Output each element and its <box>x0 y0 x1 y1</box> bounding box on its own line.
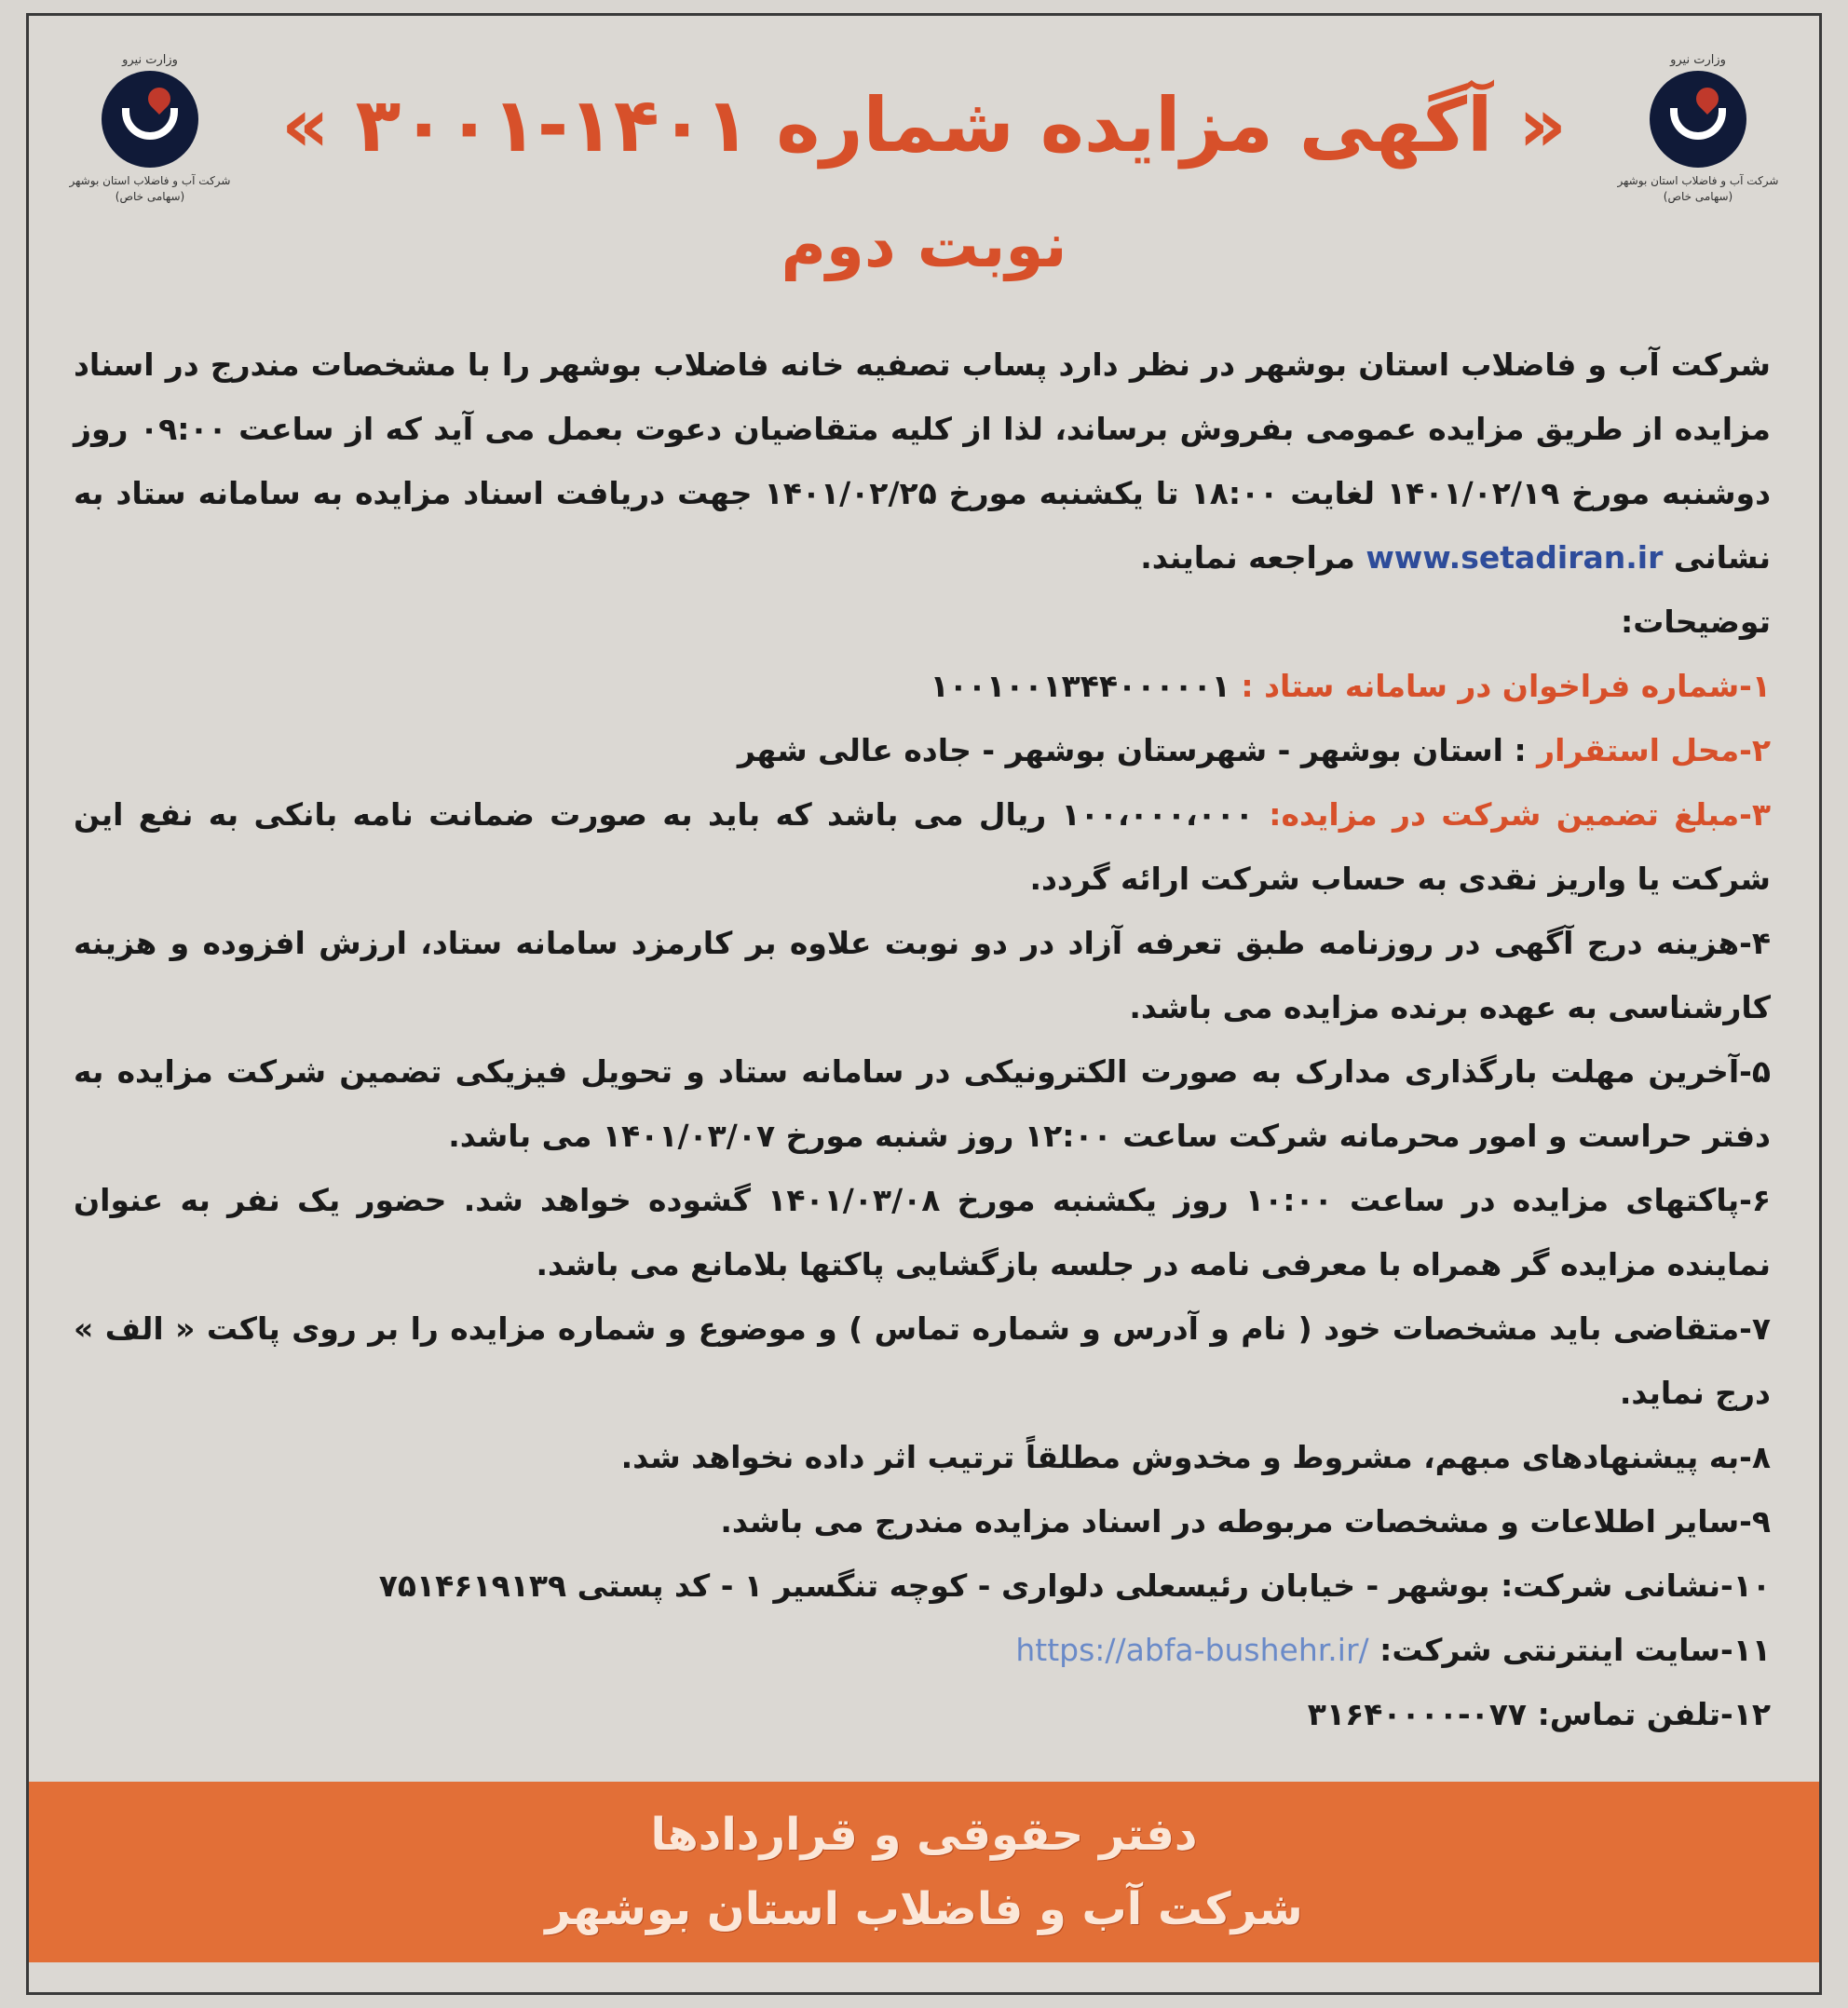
list-item: ۵-آخرین مهلت بارگذاری مدارک به صورت الکترونیکی در سامانه ستاد و تحویل فیزیکی تضمین شرکت مزایده به دفتر حراست و امور محرمانه شرکت ساعت ۱۲:۰۰ روز شنبه مورخ ۱۴۰۱/۰۳/۰۷ می باشد. <box>74 1053 1771 1154</box>
intro-paragraph <box>74 332 1771 590</box>
item-2-value: : استان بوشهر - شهرستان بوشهر - جاده عالی شهر <box>737 732 1538 768</box>
item-3-label: ۳-مبلغ تضمین شرکت در مزایده: <box>1269 796 1772 833</box>
logo-caption: شرکت آب و فاضلاب استان بوشهر (سهامی خاص) <box>1617 174 1779 203</box>
ad-body <box>74 332 1771 1746</box>
item-2-label: ۲-محل استقرار <box>1537 732 1771 768</box>
intro-text: شرکت آب و فاضلاب استان بوشهر در نظر دارد پساب تصفیه خانه فاضلاب بوشهر را با مشخصات مندرج در اسناد مزایده از طریق مزایده عمومی بفروش برساند، لذا از کلیه متقاضیان دعوت بعمل می آید که از ساعت ۰۹:۰۰ روز دوشنبه مورخ ۱۴۰۱/۰۲/۱۹ لغایت ۱۸:۰۰ تا یکشنبه مورخ ۱۴۰۱/۰۲/۲۵ جهت دریافت اسناد مزایده به سامانه ستاد به نشانی <box>74 346 1772 576</box>
list-item: ۶-پاکتهای مزایده در ساعت ۱۰:۰۰ روز یکشنبه مورخ ۱۴۰۱/۰۳/۰۸ گشوده خواهد شد. حضور یک نفر به عنوان نماینده مزایده گر همراه با معرفی نامه در جلسه بازگشایی پاکتها بلامانع می باشد. <box>74 1182 1771 1282</box>
item-11-label: ۱۱-سایت اینترنتی شرکت: <box>1368 1632 1771 1668</box>
item-1-label: ۱-شماره فراخوان در سامانه ستاد : <box>1241 668 1771 704</box>
item-3-value: ۱۰۰،۰۰۰،۰۰۰ ریال می باشد که باید به صورت ضمانت نامه بانکی به نفع این شرکت یا واریز نقدی به حساب شرکت ارائه گردد. <box>74 796 1771 897</box>
footer-line-2: شرکت آب و فاضلاب استان بوشهر <box>545 1883 1303 1935</box>
list-item: ۴-هزینه درج آگهی در روزنامه طبق تعرفه آزاد در دو نوبت علاوه بر کارمزد سامانه ستاد، ارزش افزوده و هزینه کارشناسی به عهده برنده مزایده می باشد. <box>74 925 1771 1025</box>
logo-ministry-text: وزارت نیرو <box>122 53 178 67</box>
advertisement-frame <box>26 13 1822 1995</box>
list-item <box>74 718 1771 782</box>
list-item: ۱۲-تلفن تماس: ۰۷۷-۳۱۶۴۰۰۰۰ <box>1307 1696 1771 1732</box>
setadiran-link[interactable]: www.setadiran.ir <box>1366 539 1664 576</box>
list-item: ۷-متقاضی باید مشخصات خود ( نام و آدرس و شماره تماس ) و موضوع و شماره مزایده را بر روی پاکت « الف » درج نماید. <box>74 1310 1771 1411</box>
abfa-website-link[interactable]: https://abfa-bushehr.ir/ <box>1015 1632 1369 1668</box>
footer-banner <box>29 1782 1819 1962</box>
ad-title: « آگهی مزایده شماره ۱۴۰۱-۳۰۰۱ » <box>281 82 1567 169</box>
ad-subtitle: نوبت دوم <box>781 210 1067 281</box>
logo-ministry-text: وزارت نیرو <box>1670 53 1726 67</box>
list-item: ۹-سایر اطلاعات و مشخصات مربوطه در اسناد مزایده مندرج می باشد. <box>720 1503 1771 1540</box>
list-item: ۸-به پیشنهادهای مبهم، مشروط و مخدوش مطلقاً ترتیب اثر داده نخواهد شد. <box>620 1439 1771 1475</box>
list-item <box>74 1618 1771 1682</box>
logo-caption: شرکت آب و فاضلاب استان بوشهر (سهامی خاص) <box>69 174 231 203</box>
item-1-value: ۱۰۰۱۰۰۱۳۴۴۰۰۰۰۰۱ <box>930 668 1242 704</box>
list-item <box>74 654 1771 718</box>
intro-text-end: مراجعه نمایند. <box>1140 539 1366 576</box>
notes-heading: توضیحات: <box>1621 604 1771 640</box>
footer-line-1: دفتر حقوقی و قراردادها <box>650 1809 1198 1861</box>
list-item <box>74 782 1771 911</box>
list-item: ۱۰-نشانی شرکت: بوشهر - خیابان رئیسعلی دلواری - کوچه تنگسیر ۱ - کد پستی ۷۵۱۴۶۱۹۱۳۹ <box>378 1567 1771 1604</box>
